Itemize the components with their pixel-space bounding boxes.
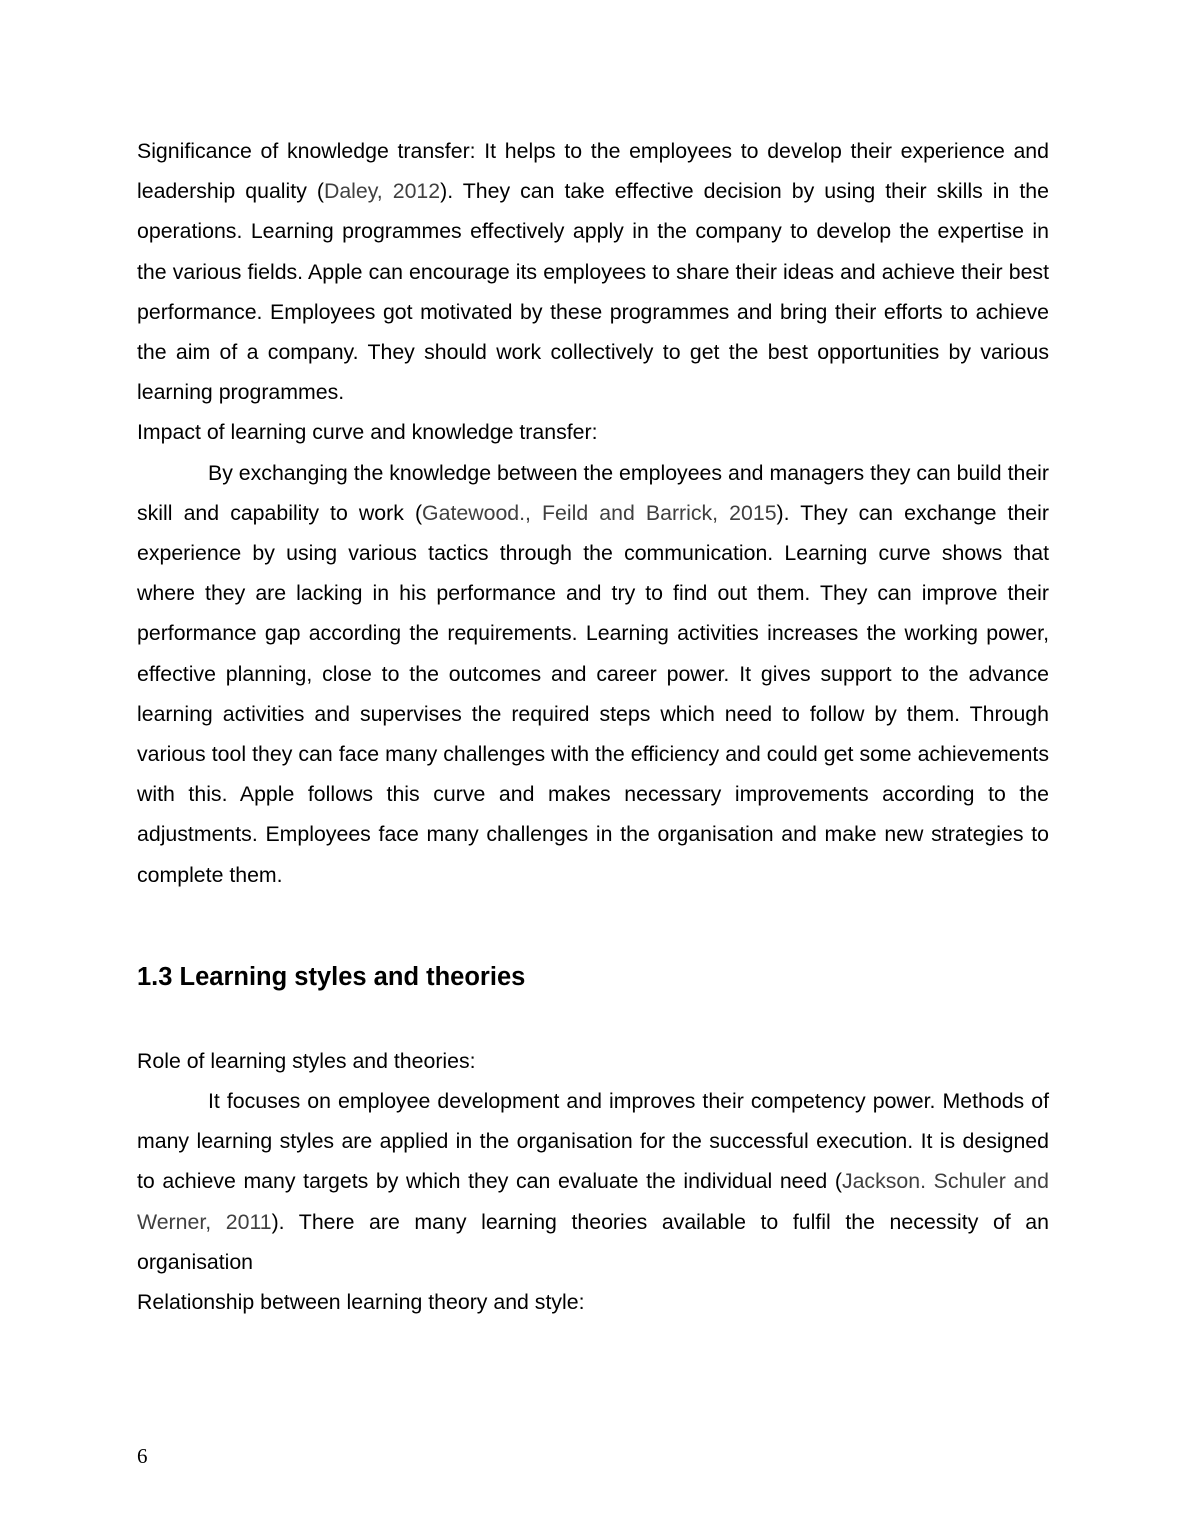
- citation-daley-2012: Daley, 2012: [323, 179, 441, 204]
- page-number: 6: [137, 1444, 148, 1468]
- paragraph-text: By exchanging the knowledge between the employees and managers they can build their skill and capability to work (: [137, 460, 1049, 525]
- paragraph-employee-development: [137, 1081, 1049, 1282]
- paragraph-text: Significance of knowledge transfer: It helps to the employees to develop their experience and leadership quality (: [137, 139, 1049, 204]
- section-heading-learning-styles: 1.3 Learning styles and theories: [137, 962, 526, 991]
- paragraph-text: It focuses on employee development and improves their competency power. Methods of many learning styles are applied in the organisation for the successful execution. It is designed to achieve many targets by which they can evaluate the individual need (: [137, 1089, 1049, 1194]
- citation-jackson-2011: Jackson. Schuler and Werner, 2011: [137, 1169, 1049, 1234]
- paragraph-text: ). There are many learning theories available to fulfil the necessity of an organisation: [137, 1209, 1049, 1274]
- label-role-learning-styles: Role of learning styles and theories:: [137, 1048, 476, 1073]
- citation-gatewood-2015: Gatewood., Feild and Barrick, 2015: [422, 500, 777, 525]
- label-relationship-theory-style: Relationship between learning theory and style:: [137, 1290, 585, 1315]
- paragraph-text: ). They can exchange their experience by using various tactics through the communication. Learning curve shows that where they are lacking in his performance and try to find out them. They can improve their performance gap according the requirements. Learning activities increases the working power, effective planning, close to the outcomes and career power. It gives support to the advance learning activities and supervises the required steps which need to follow by them. Through various tool they can face many challenges with the efficiency and could get some achievements with this. Apple follows this curve and makes necessary improvements according to the adjustments. Employees face many challenges in the organisation and make new strategies to complete them.: [137, 500, 1049, 887]
- paragraph-exchanging-knowledge: [137, 453, 1049, 895]
- paragraph-significance-knowledge-transfer: [137, 131, 1049, 412]
- document-body: [137, 131, 1049, 1322]
- paragraph-text: ). They can take effective decision by using their skills in the operations. Learning programmes effectively apply in the company to develop the expertise in the various fields. Apple can encourage its employees to share their ideas and achieve their best performance. Employees got motivated by these programmes and bring their efforts to achieve the aim of a company. They should work collectively to get the best opportunities by various learning programmes.: [137, 179, 1049, 405]
- label-impact-learning-curve: Impact of learning curve and knowledge transfer:: [137, 420, 598, 445]
